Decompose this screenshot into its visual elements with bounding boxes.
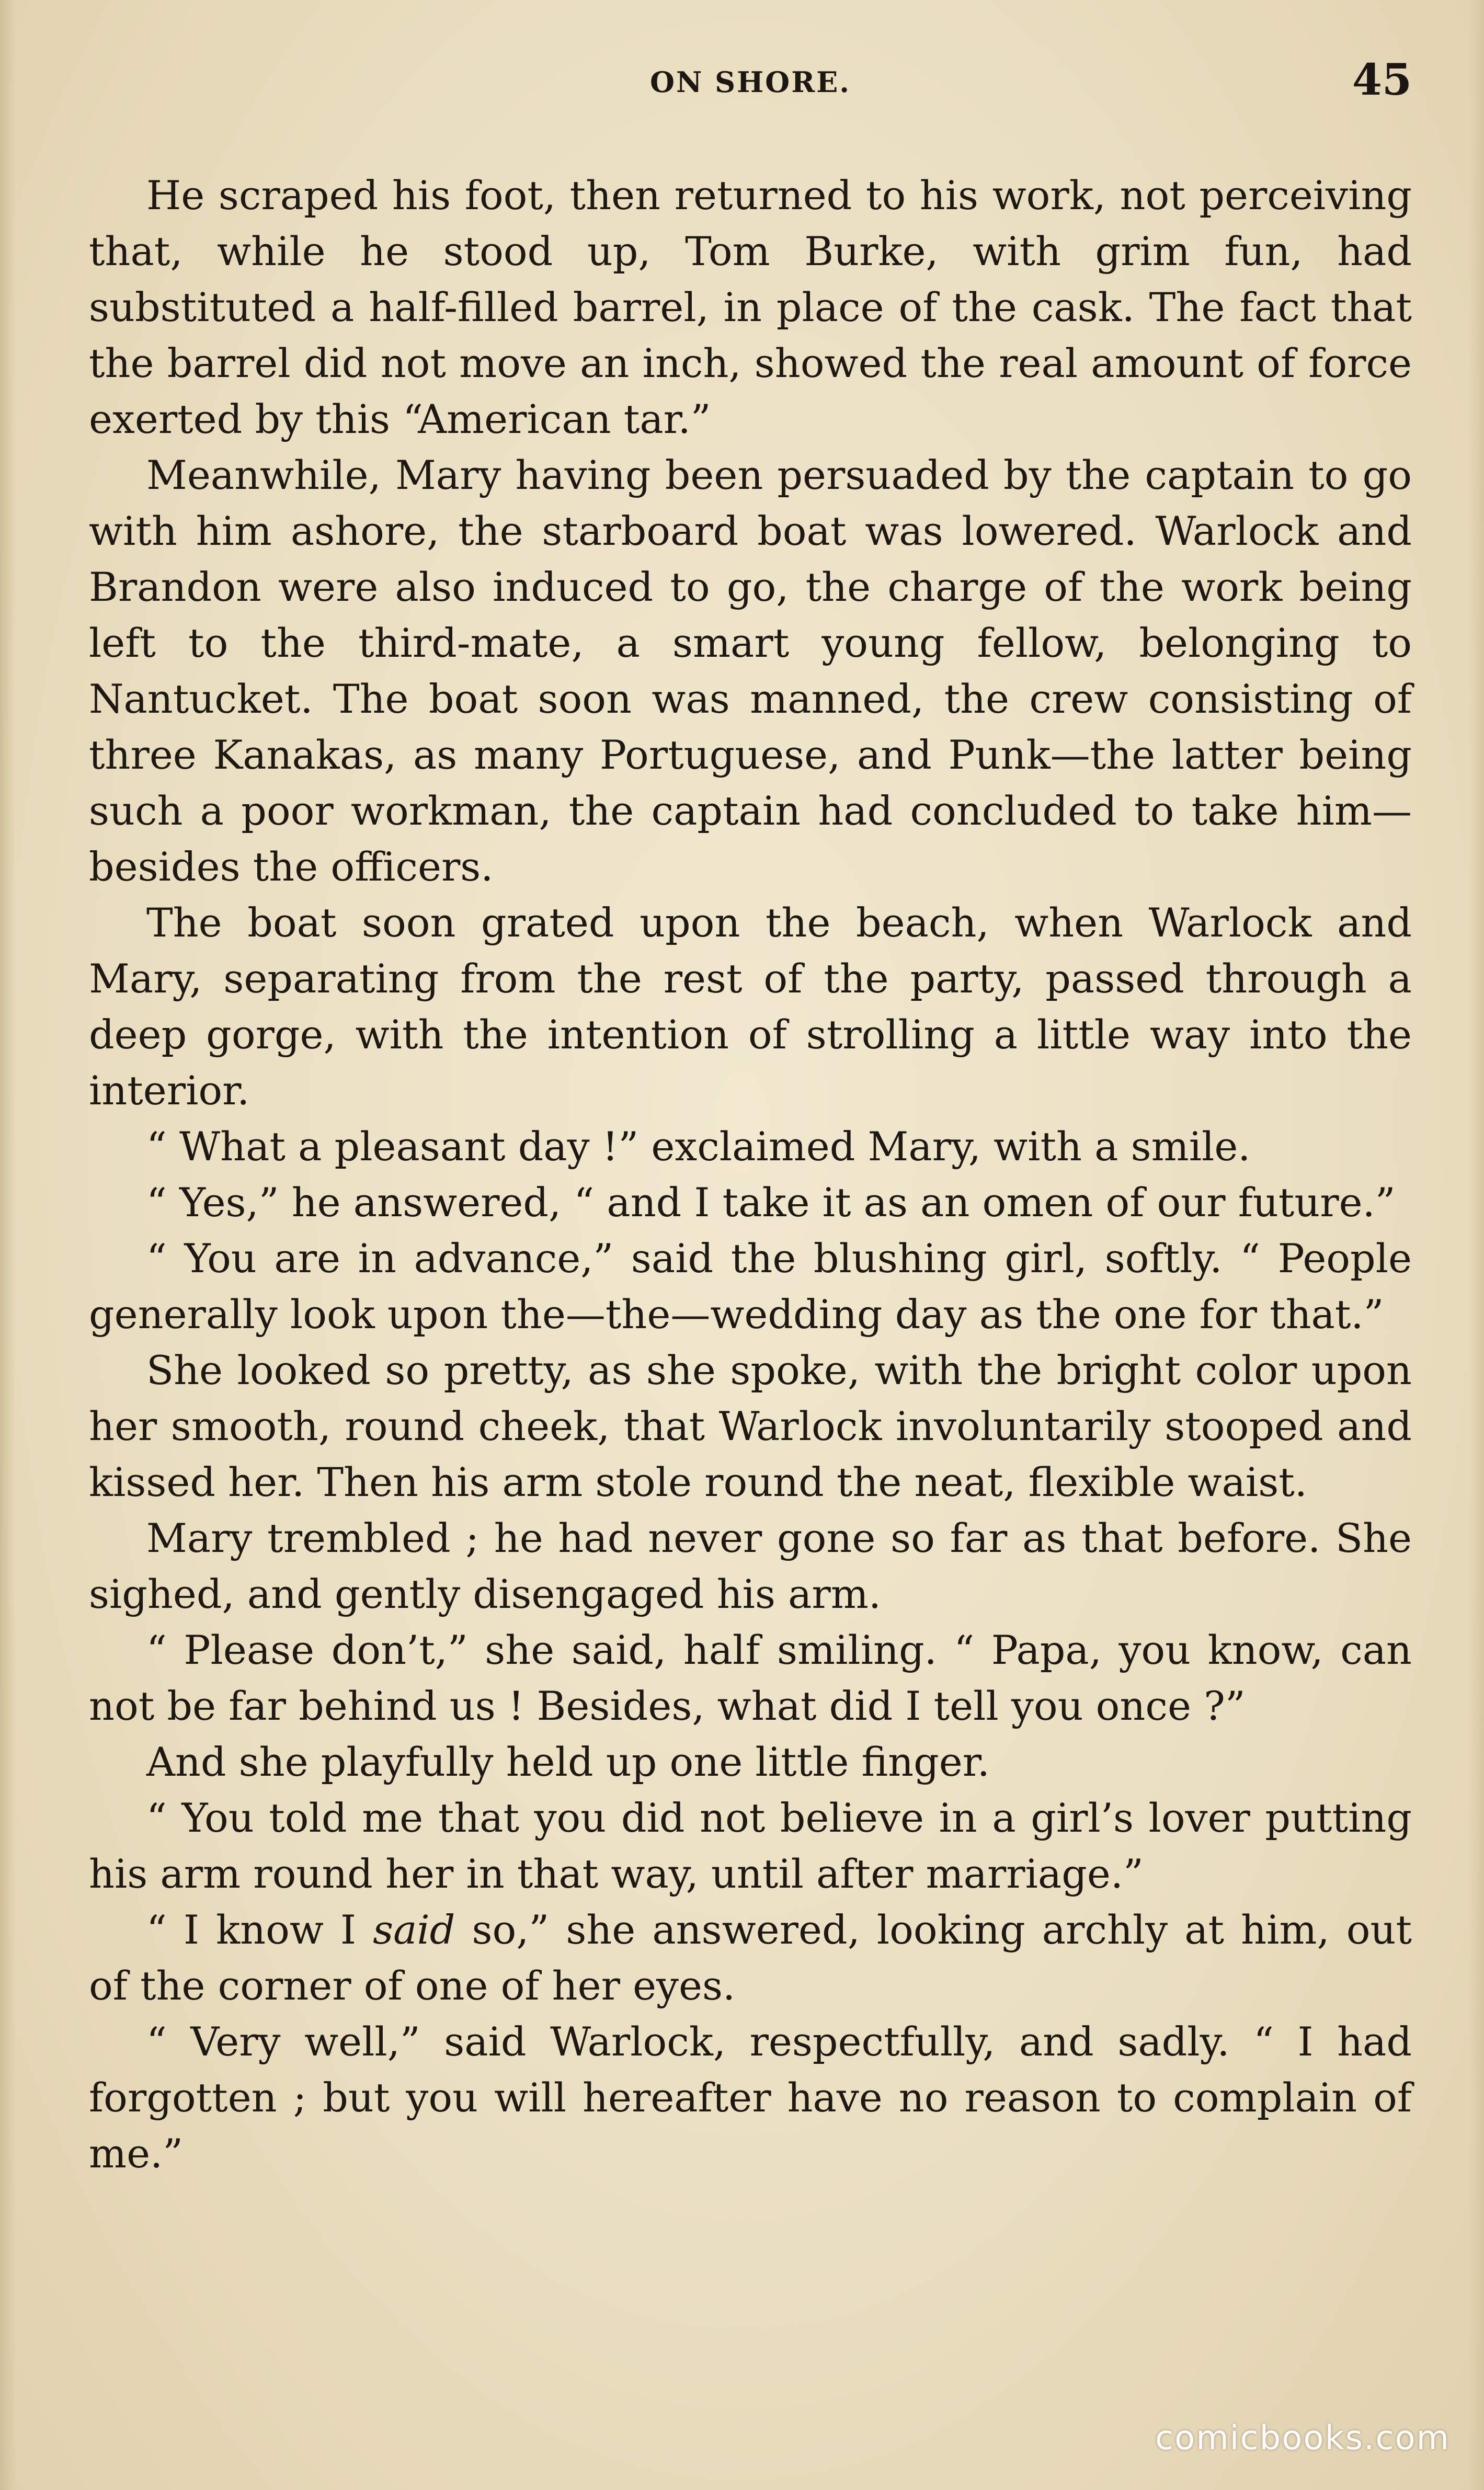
paragraph-12-tail: so,” she answered, looking archly at him, out of the corner of one of her eyes.	[89, 1906, 1412, 2009]
page-right-edge-shadow	[1468, 0, 1484, 2490]
paragraph-12	[89, 1902, 1412, 2014]
paragraph-7: She looked so pretty, as she spoke, with the bright color upon her smooth, round cheek, that Warlock involuntarily stooped and kissed her. Then his arm stole round the neat, flexible waist.	[89, 1347, 1412, 1505]
paragraph-6: “ You are in advance,” said the blushing girl, softly. “ People generally look upon the—the—wedding day as the one for that.”	[89, 1235, 1412, 1338]
body-text	[89, 167, 1412, 2181]
paragraph-2: Meanwhile, Mary having been persuaded by the captain to go with him ashore, the starboard boat was lowered. Warlock and Brandon were also induced to go, the charge of the work being left to the third-mate, a smart young fellow, belonging to Nantucket. The boat soon was manned, the crew consisting of three Kanakas, as many Portuguese, and Punk—the latter being such a poor workman, the captain had concluded to take him—besides the officers.	[89, 452, 1412, 890]
paragraph-10: And she playfully held up one little finger.	[146, 1739, 990, 1785]
paragraph-4: “ What a pleasant day !” exclaimed Mary, with a smile.	[146, 1123, 1251, 1170]
site-watermark: comicbooks.com	[1155, 2419, 1450, 2458]
page-header	[89, 55, 1412, 112]
running-head: ON SHORE.	[649, 65, 851, 99]
paragraph-12-italic-word: said	[373, 1906, 455, 1953]
paragraph-13: “ Very well,” said Warlock, respectfully, and sadly. “ I had forgotten ; but you will hereafter have no reason to complain of me.”	[89, 2018, 1412, 2177]
paragraph-11: “ You told me that you did not believe in a girl’s lover putting his arm round her in that way, until after marriage.”	[89, 1795, 1412, 1897]
paragraph-12-lead: “ I know I	[146, 1906, 373, 1953]
page-left-edge-shadow	[0, 0, 16, 2490]
paragraph-9: “ Please don’t,” she said, half smiling. “ Papa, you know, can not be far behind us ! Besides, what did I tell you once ?”	[89, 1627, 1412, 1729]
paragraph-3: The boat soon grated upon the beach, when Warlock and Mary, separating from the rest of the party, passed through a deep gorge, with the intention of strolling a little way into the interior.	[89, 899, 1412, 1114]
paragraph-8: Mary trembled ; he had never gone so far as that before. She sighed, and gently disengaged his arm.	[89, 1515, 1412, 1617]
page-number: 45	[1352, 55, 1412, 105]
paragraph-5: “ Yes,” he answered, “ and I take it as an omen of our future.”	[146, 1179, 1396, 1226]
paragraph-1: He scraped his foot, then returned to his work, not perceiving that, while he stood up, Tom Burke, with grim fun, had substituted a half-filled barrel, in place of the cask. The fact that the barrel did not move an inch, showed the real amount of force exerted by this “American tar.”	[89, 172, 1412, 442]
